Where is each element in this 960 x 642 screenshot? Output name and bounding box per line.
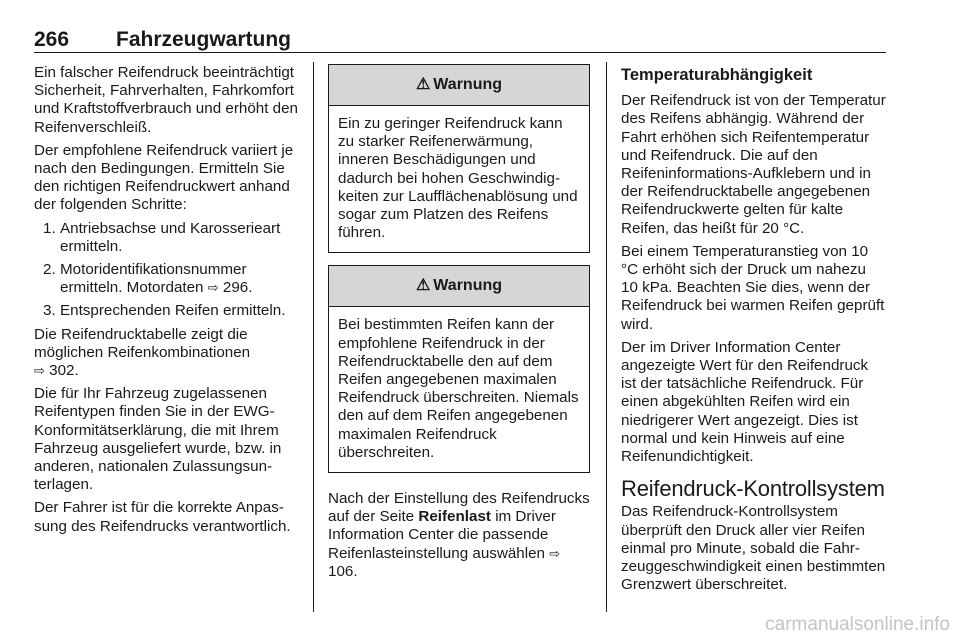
paragraph: Der empfohlene Reifendruck variiert je nach den Bedingungen. Ermitteln Sie den richtigen Reifendruckwert anhand der folgenden Schritte: [34, 141, 294, 214]
watermark: carmanualsonline.info [765, 614, 950, 635]
list-item [34, 302, 302, 320]
page-reference-link[interactable]: 106. [328, 562, 358, 580]
paragraph: Bei einem Temperaturanstieg von 10 °C erhöht sich der Druck um nahezu 10 kPa. Beachten Sie dies, wenn der Reifendruck bei warmen Reifen geprüft wird. [621, 242, 885, 333]
warning-text: Ein zu geringer Reifendruck kann zu starker Reifenerwärmung, inneren Beschädigungen und dadurch bei hohen Geschwindigkeiten zur Laufflächenablösung und sogar zum Platzen des Reifens führen. [338, 115, 578, 242]
warning-header [329, 266, 589, 307]
paragraph: Das Reifendruck-Kontrollsystem überprüft den Druck aller vier Reifen einmal pro Minute, sobald die Fahrzeuggeschwindigkeit einen bestimmten Grenzwert überschreitet. [621, 503, 886, 594]
step-number: 3. [43, 302, 56, 320]
menu-term: Reifenlast [418, 508, 491, 526]
reference-arrow-icon: ⇨ [549, 545, 561, 561]
step-number: 2. [43, 261, 56, 279]
reference-arrow-icon: ⇨ [34, 363, 45, 379]
column-right [621, 64, 887, 599]
warning-box [328, 64, 590, 253]
warning-box [328, 265, 590, 473]
warning-triangle-icon: ⚠ [415, 75, 431, 93]
paragraph-text: Die Reifendrucktabelle zeigt die möglichen Reifenkombinationen [34, 325, 251, 361]
step-number: 1. [43, 219, 56, 237]
warning-text: Bei bestimmten Reifen kann der empfohlene Reifendruck in der Reifendrucktabelle den auf dem Reifen angegebenen maximalen Reifendruck überschreiten. Niemals den auf dem Reifen angegebenen maximalen Reifendruck überschreiten. [338, 316, 579, 461]
step-text: Motoridentifikationsnummer ermitteln. Motordaten [60, 261, 247, 297]
section-title: Temperaturabhängigkeit [621, 66, 813, 84]
list-item [34, 261, 302, 297]
reference-arrow-icon: ⇨ [207, 280, 219, 296]
page-header [34, 28, 886, 52]
page-title: Fahrzeugwartung [116, 28, 292, 51]
header-divider [34, 52, 886, 53]
paragraph: Der Fahrer ist für die korrekte Anpassung des Reifendrucks verantwortlich. [34, 499, 291, 535]
column-left [34, 64, 302, 541]
column-middle [328, 64, 590, 586]
page-reference-link[interactable]: 302. [49, 362, 79, 380]
warning-triangle-icon: ⚠ [415, 277, 431, 295]
chapter-heading: Reifendruck-Kontrollsystem [621, 476, 885, 502]
paragraph-text: Nach der Einstellung des Reifendrucks auf der Seite [328, 490, 590, 526]
warning-title: Warnung [433, 277, 503, 295]
paragraph-text: im Driver Information Center die passende Reifenlasteinstellung auswählen [328, 508, 556, 562]
warning-title: Warnung [433, 75, 503, 93]
paragraph [328, 490, 590, 581]
paragraph: Die für Ihr Fahrzeug zugelassenen Reifentypen finden Sie in der EWG-Konformitätserklärung, die mit Ihrem Fahrzeug ausgeliefert wurde, bzw. in anderen, nationalen Zulassungsunterlagen. [34, 385, 282, 494]
page-reference-link[interactable]: 296. [222, 279, 253, 297]
column-divider-right [606, 62, 607, 612]
column-divider-left [313, 62, 314, 612]
paragraph: Der im Driver Information Center angezeigte Wert für den Reifendruck ist der tatsächliche Reifendruck. Für einen abgekühlten Reifen wird ein niedrigerer Wert angezeigt. Dies ist normal und kein Hinweis auf eine Reifenundichtigkeit. [621, 338, 869, 466]
step-text: Antriebsachse und Karosserieart ermitteln. [60, 219, 281, 255]
paragraph: Ein falscher Reifendruck beeinträchtigt Sicherheit, Fahrverhalten, Fahrkomfort und Kraftstoffverbrauch und erhöht den Reifenverschleiß. [34, 64, 298, 136]
paragraph: Der Reifendruck ist von der Temperatur des Reifens abhängig. Während der Fahrt erhöhen sich Reifentemperatur und Reifendruck. Die auf den Reifeninformations-Aufklebern und in der Reifendrucktabelle angegebenen Reifendruckwerte gelten für kalte Reifen, das heißt für 20 °C. [621, 92, 886, 237]
step-text: Entsprechenden Reifen ermitteln. [60, 302, 286, 320]
warning-header [329, 65, 589, 106]
page-number: 266 [34, 28, 70, 51]
paragraph [34, 326, 302, 381]
list-item [34, 220, 302, 256]
steps-list [34, 220, 302, 321]
